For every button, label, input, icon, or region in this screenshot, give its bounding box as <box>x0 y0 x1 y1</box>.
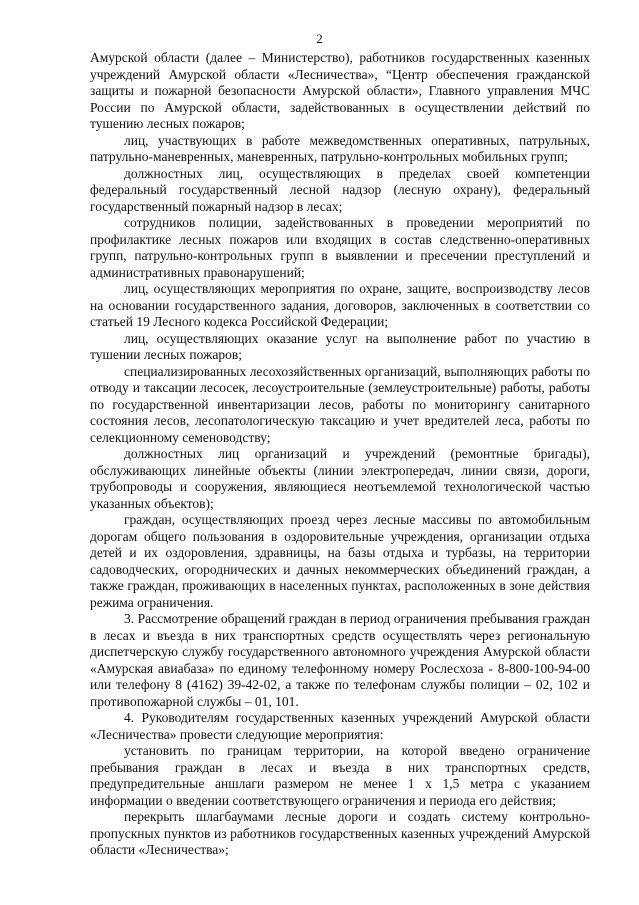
paragraph-continuation: Амурской области (далее – Министерство), работников государственных казенных учреждений Амурской области «Лесничества», “Центр обеспечения гражданской защиты и пожарной безопасности Амурской области», Главного управления МЧС России по Амурской области, задействованных в осуществлении действий по тушению лесных пожаров; <box>90 50 590 131</box>
paragraph-section-4: 4. Руководителям государственных казенных учреждений Амурской области «Лесничества» провести следующие мероприятия: <box>90 710 590 742</box>
paragraph-list-item: должностных лиц, осуществляющих в пределах своей компетенции федеральный государственный лесной надзор (лесную охрану), федеральный государственный пожарный надзор в лесах; <box>90 165 590 214</box>
paragraph-list-item: установить по границам территории, на которой введено ограничение пребывания граждан в лесах и въезда в них транспортных средств, предупредительные аншлаги размером не менее 1 х 1,5 метра с указанием информации о введении соответствующего ограничения и периода его действия; <box>90 743 590 808</box>
paragraph-list-item: лиц, осуществляющих оказание услуг на выполнение работ по участию в тушении лесных пожаров; <box>90 330 590 362</box>
document-body <box>90 50 590 859</box>
paragraph-list-item: лиц, осуществляющих мероприятия по охране, защите, воспроизводству лесов на основании государственного задания, договоров, заключенных в соответствии со статьей 19 Лесного кодекса Российской Федерации; <box>90 281 590 329</box>
paragraph-section-3: 3. Рассмотрение обращений граждан в период ограничения пребывания граждан в лесах и въезда в них транспортных средств осуществлять через региональную диспетчерскую службу государственного автономного учреждения Амурской области «Амурская авиабаза» по единому телефонному номеру Рослесхоза - 8-800-100-94-00 или телефону 8 (4162) 39-42-02, а также по телефонам службы полиции – 02, 102 и противопожарной службы – 01, 101. <box>90 611 590 709</box>
paragraph-list-item: должностных лиц организаций и учреждений (ремонтные бригады), обслуживающих линейные объекты (линии электропередач, линии связи, дороги, трубопроводы и сооружения, являющиеся неотъемлемой технологической частью указанных объектов); <box>90 446 590 511</box>
paragraph-list-item: граждан, осуществляющих проезд через лесные массивы по автомобильным дорогам общего пользования в оздоровительные учреждения, организации отдыха детей и их оздоровления, здравницы, на базы отдыха и турбазы, на территории садоводческих, огороднических и дачных некоммерческих объединений граждан, а также граждан, проживающих в населенных пунктах, расположенных в зоне действия режима ограничения. <box>90 512 590 610</box>
paragraph-list-item: специализированных лесохозяйственных организаций, выполняющих работы по отводу и таксации лесосек, лесоустроительные (землеустроительные) работы, работы по государственной инвентаризации лесов, работы по мониторингу санитарного состояния лесов, лесопатологическую таксацию и учет вредителей леса, работы по селекционному семеноводству; <box>90 363 590 445</box>
page-number: 2 <box>316 31 323 46</box>
paragraph-list-item: сотрудников полиции, задействованных в проведении мероприятий по профилактике лесных пожаров или входящих в состав следственно-оперативных групп, патрульно-контрольных групп в выявлении и пресечении преступлений и административных правонарушений; <box>90 215 590 280</box>
paragraph-list-item: лиц, участвующих в работе межведомственных оперативных, патрульных, патрульно-маневренных, маневренных, патрульно-контрольных мобильных групп; <box>90 132 590 164</box>
paragraph-list-item: перекрыть шлагбаумами лесные дороги и создать систему контрольно-пропускных пунктов из работников государственных казенных учреждений Амурской области «Лесничества»; <box>90 809 590 857</box>
